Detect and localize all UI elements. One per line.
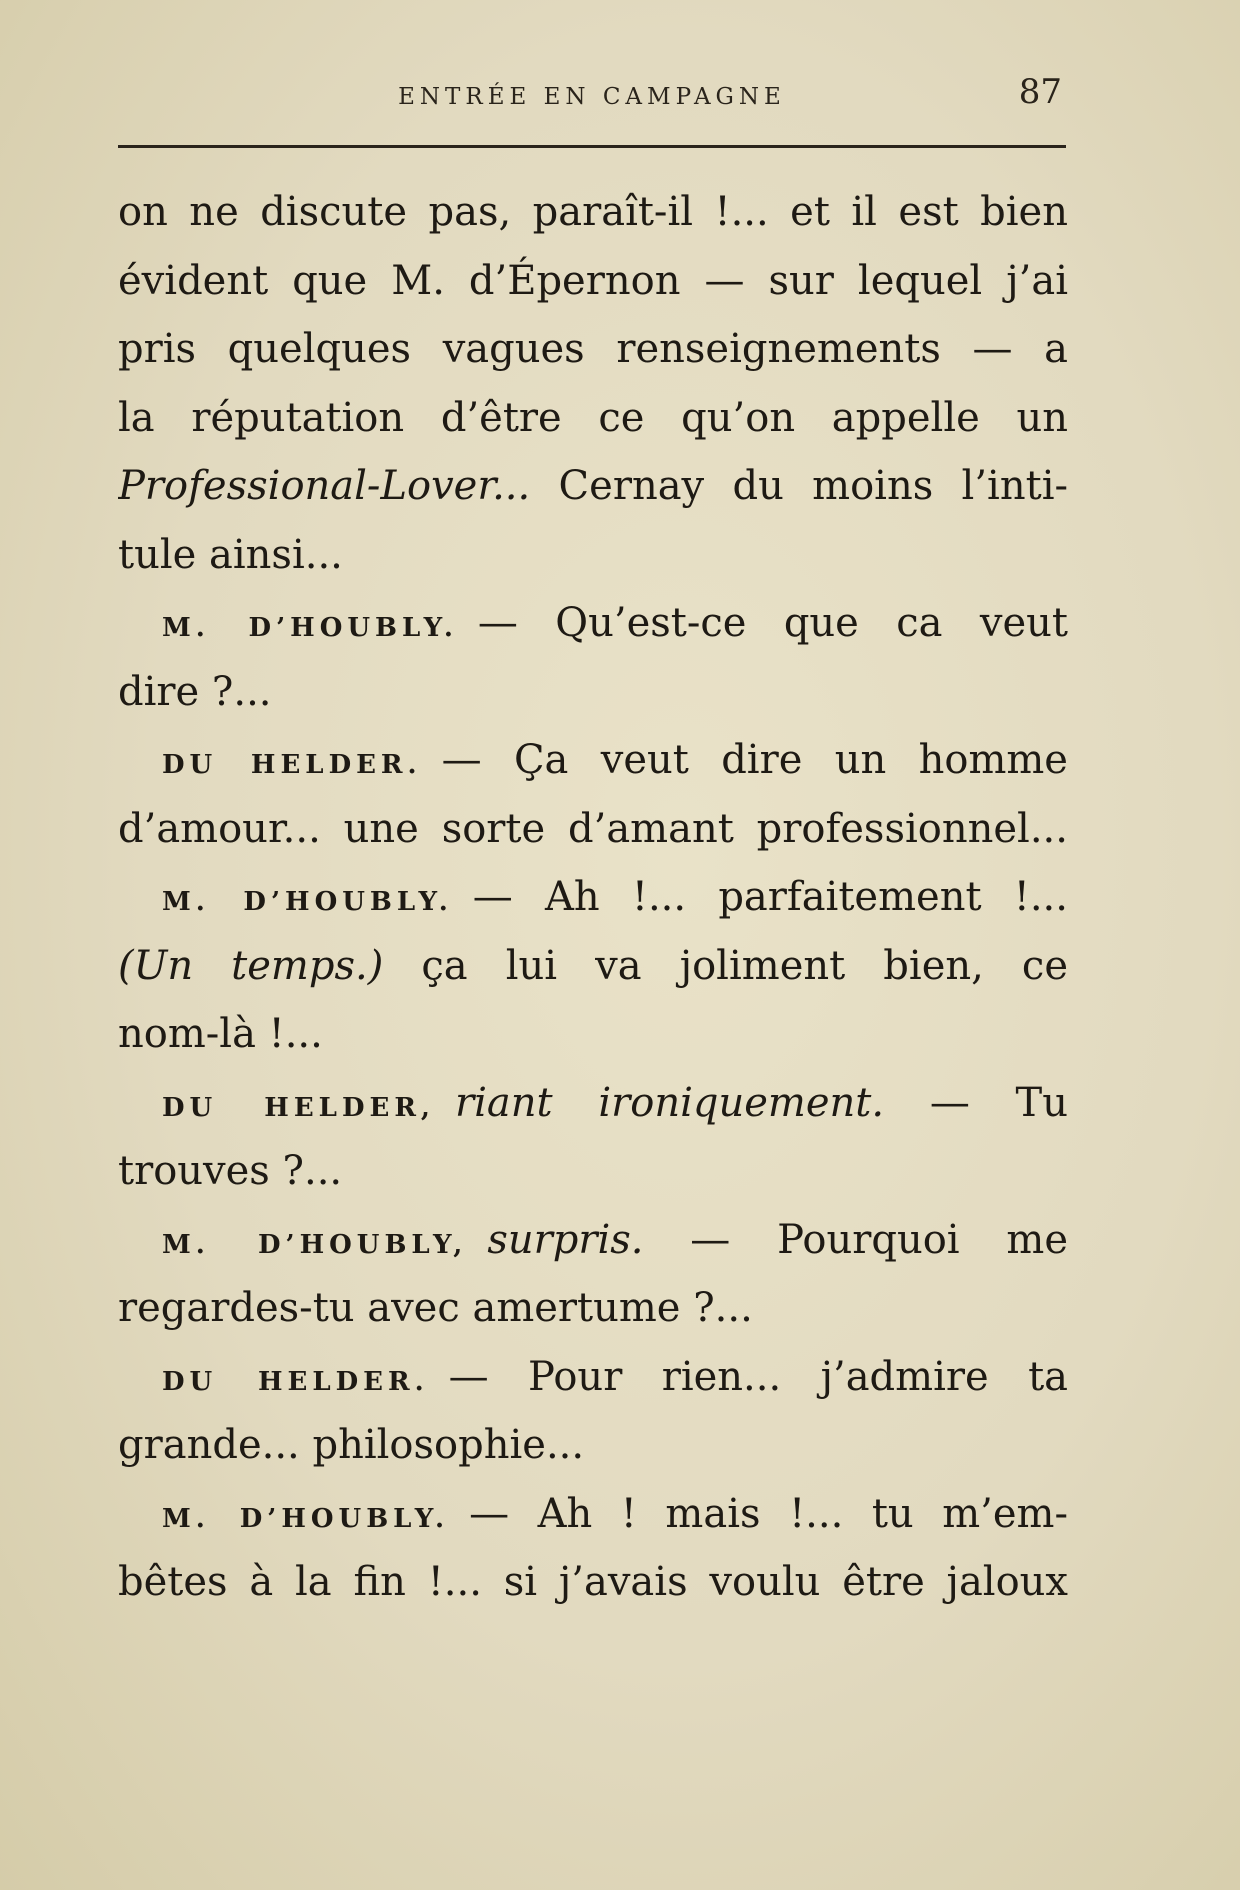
line-text: — Qu’est-ce que ca veut — [477, 600, 1068, 646]
running-head — [118, 68, 1066, 128]
text-line-19: grande... philosophie... — [118, 1422, 585, 1468]
speaker-name: M. D’HOUBLY, — [162, 1229, 468, 1260]
speaker-name: M. D’HOUBLY. — [162, 613, 458, 643]
text-line-17: regardes-tu avec amertume ?... — [118, 1285, 753, 1331]
dialogue-text — [118, 178, 1068, 1617]
header-rule — [118, 145, 1066, 148]
dialogue-line-16 — [118, 1206, 1068, 1275]
line-text: — Ah !... parfaitement !... — [472, 874, 1068, 920]
dialogue-line-18 — [118, 1343, 1068, 1412]
speaker-name: M. D’HOUBLY. — [162, 887, 453, 917]
line-text: — Tu — [929, 1079, 1068, 1126]
text-line-5 — [118, 452, 1068, 521]
line-text: ça lui va joliment bien, ce — [421, 942, 1068, 989]
text-line-21: bêtes à la fin !... si j’avais voulu être jaloux — [118, 1559, 1068, 1605]
line-text: — Pour rien... j’admire ta — [448, 1353, 1068, 1400]
text-line-2: évident que M. d’Épernon — sur lequel j’ai — [118, 257, 1068, 304]
text-line-4: la réputation d’être ce qu’on appelle un — [118, 394, 1068, 441]
speaker-name: DU HELDER. — [162, 750, 422, 780]
line-text: — Pourquoi me — [690, 1216, 1068, 1263]
line-text: Cernay du moins l’inti- — [558, 463, 1068, 509]
text-line-1: on ne discute pas, paraît-il !... et il est bien — [118, 189, 1068, 235]
page-number: 87 — [1018, 72, 1062, 112]
speaker-name: M. D’HOUBLY. — [162, 1503, 450, 1534]
dialogue-line-11 — [118, 863, 1068, 932]
text-line-13: nom-là !... — [118, 1011, 323, 1057]
stage-direction: riant ironiquement. — [454, 1079, 885, 1126]
line-text: — Ah ! mais !... tu m’em- — [469, 1490, 1068, 1537]
running-title: ENTRÉE EN CAMPAGNE — [398, 84, 786, 110]
text-line-10: d’amour... une sorte d’amant professionnel... — [118, 805, 1068, 852]
text-line-12 — [118, 932, 1068, 1001]
text-line-15: trouves ?... — [118, 1148, 343, 1194]
speaker-name: DU HELDER. — [162, 1366, 429, 1397]
line-text: — Ça veut dire un homme — [441, 737, 1068, 783]
text-line-3: pris quelques vagues renseignements — a — [118, 326, 1068, 372]
dialogue-line-9 — [118, 726, 1068, 795]
dialogue-line-14 — [118, 1069, 1068, 1138]
speaker-name: DU HELDER, — [162, 1092, 435, 1123]
text-line-8: dire ?... — [118, 668, 272, 715]
stage-direction: surpris. — [487, 1216, 644, 1263]
stage-direction: (Un temps.) — [118, 942, 384, 989]
dialogue-line-7 — [118, 589, 1068, 658]
italic-term: Professional-Lover... — [118, 463, 531, 509]
text-line-6: tule ainsi... — [118, 531, 343, 578]
dialogue-line-20 — [118, 1480, 1068, 1549]
